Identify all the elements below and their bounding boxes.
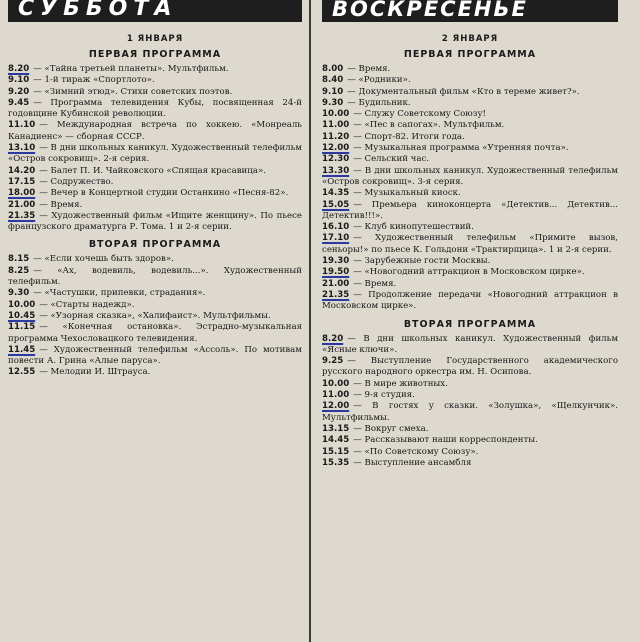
schedule-text: — 9-я студия. [353,390,415,401]
schedule-time: 21.35 [8,210,36,221]
schedule-time: 8.20 [322,333,344,344]
schedule-time: 18.00 [8,188,36,199]
schedule-time: 8.00 [322,64,344,74]
schedule-text: — «Пес в сапогах». Мультфильм. [353,120,505,131]
schedule-item [8,120,302,143]
schedule-text: — Будильник. [347,97,411,108]
schedule-item [8,177,302,188]
schedule-time: 12.00 [322,401,350,412]
schedule-time: 11.00 [322,390,350,401]
schedule-item [8,254,302,265]
schedule-text: — Документальный фильм «Кто в тереме живет?». [347,86,580,97]
schedule-item [322,132,618,143]
schedule-time: 8.40 [322,75,344,86]
schedule-time: 14.20 [8,165,36,176]
schedule-item [8,75,302,86]
schedule-time: 15.05 [322,199,350,210]
schedule-item [8,211,302,234]
schedule-text: — Время. [353,278,397,289]
schedule-item [322,458,618,469]
schedule-text: — В мире животных. [353,378,448,389]
schedule-item [322,154,618,165]
schedule-time: 9.20 [8,86,30,97]
schedule-item [322,87,618,98]
schedule-time: 12.55 [8,367,36,378]
schedule-time: 11.20 [322,131,350,142]
schedule-time: 9.45 [8,97,30,108]
schedule-time: 13.15 [322,423,350,434]
schedule-text: — Программа телевидения Кубы, посвященная 24-й годовщине Кубинской революции. [8,97,302,120]
schedule-text: — Художественный фильм «Ищите женщину». По пьесе французского драматурга Р. Тома. 1 и 2-я серии. [8,210,302,233]
schedule-text: — Спорт-82. Итоги года. [353,131,465,142]
schedule-text: — Сельский час. [353,154,430,165]
schedule-text: — В дни школьных каникул. Художественный телефильм «Остров сокровищ». 3-я серия. [322,165,618,187]
schedule-text: — Рассказывают наши корреспонденты. [353,435,538,446]
schedule-time: 17.15 [8,176,36,187]
schedule-time: 10.45 [8,310,36,321]
schedule-item [322,166,618,189]
schedule-text: — В дни школьных каникул. Художественный телефильм «Остров сокровищ». 2-я серия. [8,143,302,165]
schedule-time: 17.10 [322,233,350,244]
schedule-text: — «Конечная остановка». Эстрадно-музыкальная программа Чехословацкого телевидения. [8,322,302,344]
schedule-time: 14.35 [322,188,350,199]
schedule-text: — Время. [39,199,83,210]
schedule-time: 9.30 [322,97,344,108]
schedule-item [322,290,618,313]
day-banner-saturday: СУББОТА [8,0,302,22]
schedule-item [322,98,618,109]
date-saturday: 1 ЯНВАРЯ [126,34,184,44]
schedule-text: — В дни школьных каникул. Художественный фильм «Ясные ключи». [322,333,618,355]
schedule-time: 9.30 [8,288,30,299]
schedule-text: — «Ах, водевиль, водевиль...». Художественный телефильм. [8,265,302,288]
schedule-time: 9.10 [322,86,344,97]
schedule-text: — 1-й тираж «Спортлото». [33,75,155,86]
schedule-item [322,188,618,199]
schedule-item [8,311,302,322]
schedule-item [322,200,618,223]
schedule-list [322,334,618,470]
schedule-time: 8.15 [8,254,30,265]
schedule-time: 13.10 [8,143,36,154]
schedule-time: 12.00 [322,143,350,154]
schedule-item [8,322,302,345]
schedule-text: — Содружество. [39,176,114,187]
schedule-text: — «Старты надежд». [39,299,135,310]
schedule-text: — Зарубежные гости Москвы. [353,256,491,267]
schedule-time: 14.45 [322,435,350,446]
schedule-item [322,279,618,290]
schedule-text: — Служу Советскому Союзу! [353,109,486,120]
schedule-item [322,447,618,458]
schedule-item [322,233,618,256]
schedule-text: — Музыкальный киоск. [353,188,461,199]
schedule-time: 15.15 [322,446,350,457]
schedule-text: — Премьера киноконцерта «Детектив... Детектив... Детектив!!!». [322,199,618,221]
schedule-time: 11.15 [8,322,36,333]
schedule-item [322,75,618,86]
schedule-text: — Художественный телефильм «Ассоль». По мотивам повести А. Грина «Алые паруса». [8,344,302,367]
schedule-time: 10.00 [8,299,36,310]
schedule-item [322,334,618,357]
schedule-text: — «Если хочешь быть здоров». [33,254,174,265]
schedule-time: 9.10 [8,75,30,86]
schedule-time: 11.45 [8,344,36,355]
schedule-text: — Вокруг смеха. [353,423,429,434]
schedule-time: 19.30 [322,256,350,267]
schedule-text: — Художественный телефильм «Примите вызов, сеньоры!» по пьесе К. Гольдони «Трактирщица». 1 и 2-я серии. [322,233,618,255]
schedule-time: 21.35 [322,289,350,300]
schedule-item [322,120,618,131]
schedule-item [322,390,618,401]
schedule-text: — Клуб кинопутешествий. [353,222,474,233]
schedule-text: — Международная встреча по хоккею. «Монреаль Канадиенс» — сборная СССР. [8,120,302,142]
schedule-item [8,367,302,378]
schedule-time: 21.00 [8,199,36,210]
schedule-time: 11.10 [8,120,36,131]
schedule-item [322,435,618,446]
schedule-list [322,64,618,313]
schedule-text: — Продолжение передачи «Новогодний аттракцион в Московском цирке». [322,289,618,312]
program-title-second: ВТОРАЯ ПРОГРАММА [403,318,537,330]
schedule-text: — В гостях у сказки. «Золушка», «Щелкунчик». Мультфильмы. [322,401,618,423]
schedule-text: — «Частушки, припевки, страдания». [33,288,206,299]
schedule-list [8,64,302,233]
schedule-text: — Выступление ансамбля [353,457,472,468]
schedule-time: 10.00 [322,109,350,120]
schedule-text: — Выступление Государственного академического русского народного оркестра им. Н. Осипова. [322,356,618,378]
schedule-text: — «Узорная сказка», «Халифаист». Мультфильмы. [39,310,271,321]
schedule-time: 15.35 [322,457,350,468]
schedule-time: 21.00 [322,278,350,289]
program-title-second: ВТОРАЯ ПРОГРАММА [88,239,222,251]
schedule-item [322,379,618,390]
schedule-text: — «Тайна третьей планеты». Мультфильм. [33,64,229,74]
schedule-time: 16.10 [322,222,350,233]
schedule-list [8,254,302,378]
schedule-text: — Время. [347,64,391,74]
schedule-text: — «По Советскому Союзу». [353,446,479,457]
schedule-text: — Балет П. И. Чайковского «Спящая красавица». [39,165,266,176]
schedule-time: 9.25 [322,356,344,367]
schedule-item [322,256,618,267]
schedule-item [322,267,618,278]
schedule-item [8,188,302,199]
schedule-time: 8.20 [8,64,30,74]
schedule-item [8,64,302,75]
column-divider [309,0,311,642]
schedule-item [8,98,302,121]
day-banner-sunday: ВОСКРЕСЕНЬЕ [322,0,618,22]
date-sunday: 2 ЯНВАРЯ [441,34,499,44]
saturday-column [8,0,302,642]
schedule-item [322,356,618,379]
schedule-item [322,109,618,120]
schedule-item [8,87,302,98]
schedule-time: 12.30 [322,154,350,165]
schedule-item [8,200,302,211]
schedule-item [8,300,302,311]
program-title-first: ПЕРВАЯ ПРОГРАММА [403,49,537,60]
schedule-text: — Музыкальная программа «Утренняя почта». [353,143,569,154]
schedule-item [8,288,302,299]
schedule-item [322,143,618,154]
schedule-item [8,345,302,368]
schedule-time: 8.25 [8,265,30,276]
schedule-item [322,401,618,424]
schedule-text: — «Родники». [347,75,411,86]
schedule-text: — Вечер в Концертной студии Останкино «Песня-82». [39,188,289,199]
schedule-time: 11.00 [322,120,350,131]
schedule-item [322,424,618,435]
schedule-item [322,64,618,75]
sunday-column [322,0,618,642]
schedule-item [8,266,302,289]
schedule-item [322,222,618,233]
program-title-first: ПЕРВАЯ ПРОГРАММА [88,49,222,60]
schedule-time: 13.30 [322,165,350,176]
schedule-item [8,143,302,166]
schedule-text: — «Новогодний аттракцион в Московском цирке». [353,267,585,278]
schedule-text: — Мелодии И. Штрауса. [39,367,151,378]
schedule-time: 19.50 [322,267,350,278]
schedule-text: — «Зимний этюд». Стихи советских поэтов. [33,86,233,97]
schedule-item [8,166,302,177]
schedule-time: 10.00 [322,378,350,389]
